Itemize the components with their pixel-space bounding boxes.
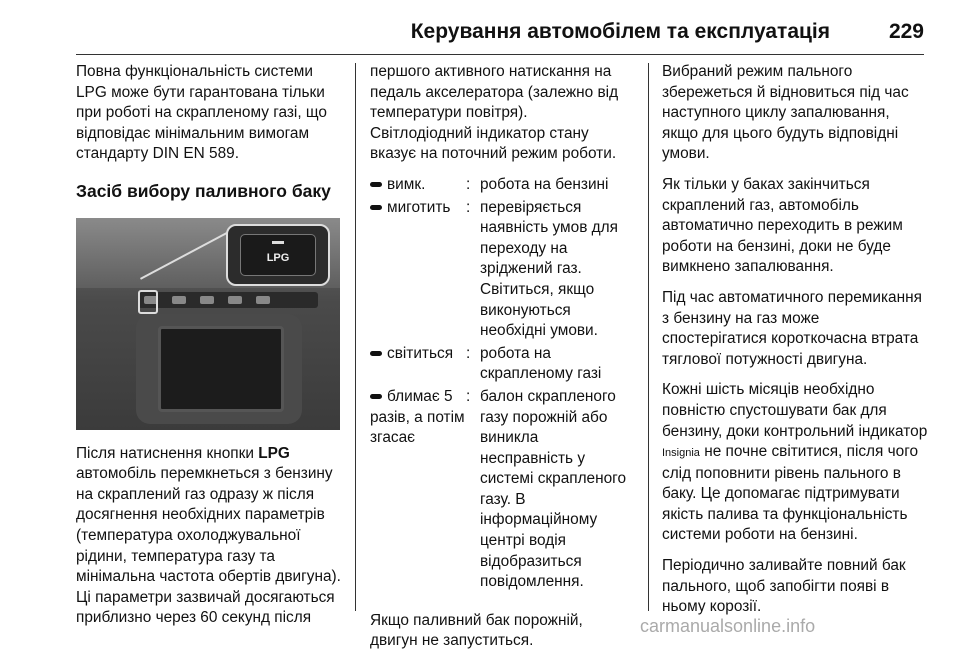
button-row xyxy=(138,292,318,308)
indicator-meaning: робота на бензині xyxy=(480,175,609,193)
paragraph-power-loss: Під час автоматичного перемикання з бензину на газ може спостерігатися короткочасна втрата тяглової потужності двигуна. xyxy=(662,288,922,368)
paragraph-text: Кожні шість місяців необхідно повністю спустошувати бак для бензину, доки контрольний індикатор xyxy=(662,381,928,440)
paragraph-mode-saved: Вибраний режим пального збережеться й відновиться під час наступного циклу запалювання, якщо для цього будуть відповідні умови. xyxy=(662,63,909,163)
header-rule xyxy=(76,54,924,55)
indicator-state: світиться xyxy=(387,344,454,362)
dash-button xyxy=(256,296,270,304)
indicator-state: вимк. xyxy=(387,175,426,193)
empty-tank-paragraph: Якщо паливний бак порожній, двигун не запуститься. xyxy=(370,611,583,650)
column-1 xyxy=(76,62,342,639)
watermark: carmanualsonline.info xyxy=(640,616,816,636)
indicator-meaning: перевіряється наявність умов для переходу на зріджений газ. Світиться, якщо виконуються необхідні умови. xyxy=(480,198,618,340)
indicator-separator: : xyxy=(466,387,471,405)
indicator-separator: : xyxy=(466,344,471,362)
paragraph-empty-petrol-tank xyxy=(662,380,928,546)
infotainment-screen xyxy=(158,326,284,412)
indicator-row xyxy=(370,198,634,342)
indicator-row xyxy=(370,344,634,385)
paragraph-auto-switch: Як тільки у баках закінчиться скраплений газ, автомобіль автоматично переходить в режим роботи на бензині, доки не буде вимкнено запалювання. xyxy=(662,175,903,276)
lpg-button-zoom xyxy=(226,224,330,286)
dash-button xyxy=(200,296,214,304)
lpg-button xyxy=(240,234,316,276)
indicator-row xyxy=(370,387,634,593)
indicator-state: миготить xyxy=(387,198,451,216)
page-header xyxy=(0,0,960,56)
dashboard-photo xyxy=(76,218,340,430)
after-photo-text-continued: автомобіль перемкнеться з бензину на скраплений газ одразу ж після досягнення необхідних параметрів (температура охолоджувальної рідини, температура газу та мінімальна частота обертів двигуна). Ці параметри зазвичай досягаються приблизно через 60 секунд після xyxy=(76,465,341,627)
lpg-led-icon xyxy=(272,241,284,244)
header-title: Керування автомобілем та експлуатація xyxy=(410,20,830,43)
intro-paragraph: Повна функціональність системи LPG може бути гарантована тільки при роботі на скрапленому газі, що відповідає мінімальним вимогам стандарту DIN EN 589. xyxy=(76,63,327,163)
indicator-state: блимає 5 разів, а потім згасає xyxy=(370,387,465,447)
paragraph-full-tank: Періодично заливайте повний бак пального, щоб запобігти появі в ньому корозії. xyxy=(662,557,906,616)
insignia-indicator-label: Insignia xyxy=(662,447,700,460)
indicator-table xyxy=(370,175,634,593)
led-icon xyxy=(370,182,382,187)
lpg-bold-label: LPG xyxy=(258,444,290,462)
indicator-meaning: робота на скрапленому газі xyxy=(480,344,602,383)
indicator-separator: : xyxy=(466,198,471,216)
dash-button xyxy=(172,296,186,304)
lpg-button-location xyxy=(138,290,158,314)
paragraph-text-continued: не почне світитися, після чого слід поповнити рівень пального в баку. Це допомагає підтримувати якість палива та функціональність системи роботи на бензині. xyxy=(662,443,919,544)
continuation-paragraph: першого активного натискання на педаль акселератора (залежно від температури повітря). xyxy=(370,63,619,122)
led-icon xyxy=(370,351,382,356)
dash-button xyxy=(228,296,242,304)
led-icon xyxy=(370,205,382,210)
column-divider-2 xyxy=(648,63,649,611)
column-3 xyxy=(662,62,928,628)
column-2 xyxy=(370,62,634,662)
lpg-button-label: LPG xyxy=(266,251,290,264)
page-number: 229 xyxy=(888,20,924,43)
indicator-separator: : xyxy=(466,175,471,193)
indicator-row xyxy=(370,175,634,196)
section-heading: Засіб вибору паливного баку xyxy=(76,180,331,201)
column-divider-1 xyxy=(355,63,356,611)
after-photo-text: Після натиснення кнопки xyxy=(76,444,259,462)
led-icon xyxy=(370,394,382,399)
after-photo-paragraph xyxy=(76,444,342,629)
indicator-meaning: балон скрапленого газу порожній або виникла несправність у системі скрапленого газу. В інформаційному центрі водія відобразиться повідомлення. xyxy=(480,387,627,591)
led-intro-paragraph: Світлодіодний індикатор стану вказує на поточний режим роботи. xyxy=(370,124,617,163)
